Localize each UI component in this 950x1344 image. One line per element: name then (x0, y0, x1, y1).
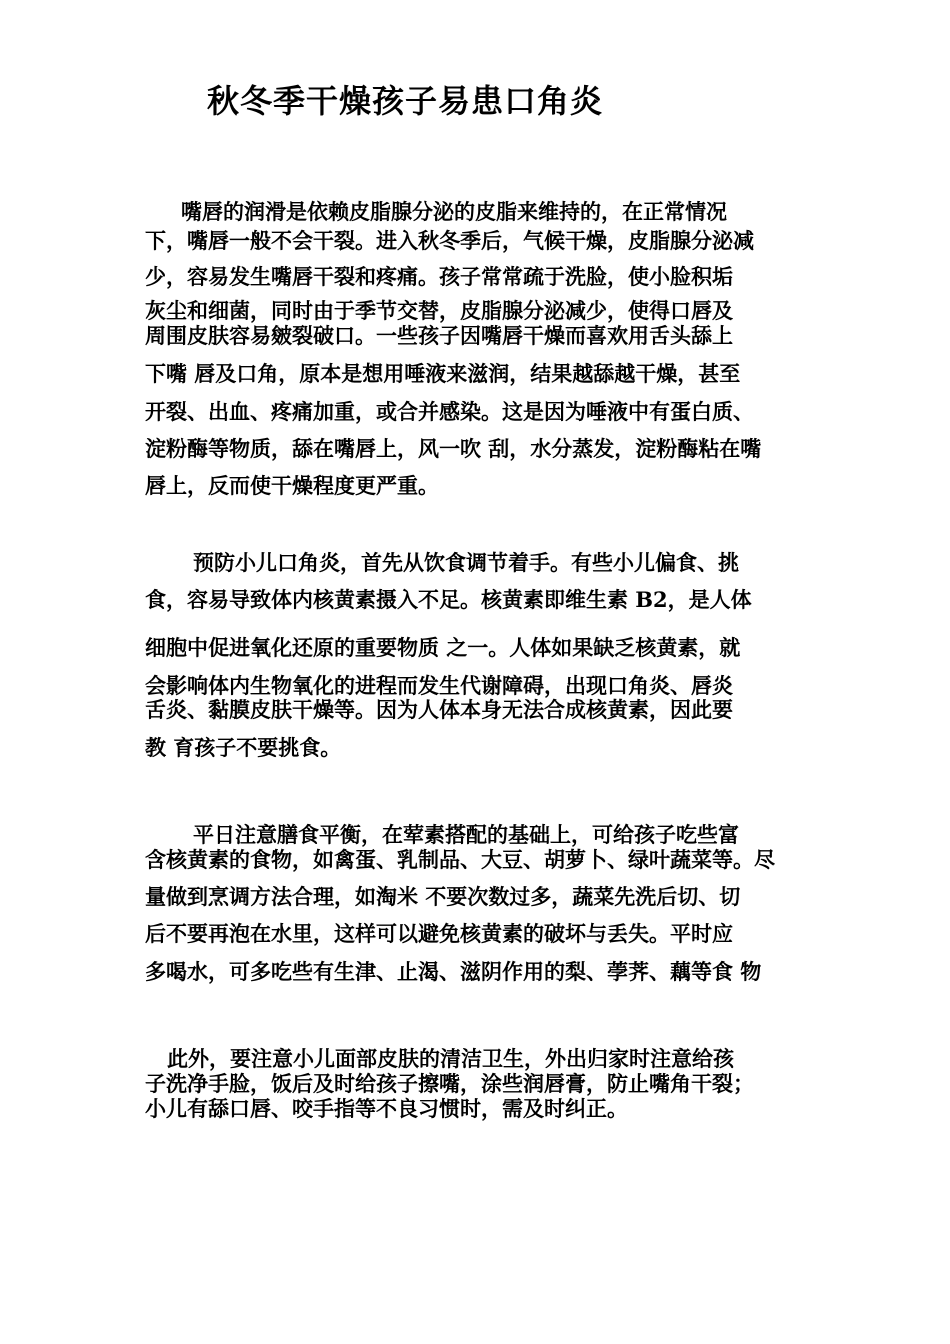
paragraph1-line: 下，嘴唇一般不会干裂。进入秋冬季后，气候干燥，皮脂腺分泌减 (145, 229, 754, 253)
paragraph2-line: 预防小儿口角炎，首先从饮食调节着手。有些小儿偏食、挑 (193, 551, 739, 575)
paragraph1-line: 灰尘和细菌，同时由于季节交替，皮脂腺分泌减少，使得口唇及 (145, 299, 733, 323)
paragraph2-line: 食，容易导致体内核黄素摄入不足。核黄素即维生素 B2，是人体 (145, 588, 752, 612)
paragraph2-line: 会影响体内生物氧化的进程而发生代谢障碍，出现口角炎、唇炎 (145, 674, 733, 698)
paragraph1-line: 开裂、出血、疼痛加重，或合并感染。这是因为唾液中有蛋白质、 (145, 400, 754, 424)
paragraph3-line: 后不要再泡在水里，这样可以避免核黄素的破坏与丢失。平时应 (145, 922, 733, 946)
paragraph4-line: 此外，要注意小儿面部皮肤的清洁卫生，外出归家时注意给孩 (167, 1047, 734, 1071)
paragraph1-line: 周围皮肤容易皴裂破口。一些孩子因嘴唇干燥而喜欢用舌头舔上 (145, 324, 733, 348)
paragraph1-line: 下嘴 唇及口角，原本是想用唾液来滋润，结果越舔越干燥，甚至 (145, 362, 741, 386)
paragraph1-line: 嘴唇的润滑是依赖皮脂腺分泌的皮脂来维持的，在正常情况 (181, 200, 727, 224)
paragraph1-line: 唇上，反而使干燥程度更严重。 (145, 474, 439, 498)
paragraph2-line: 教 育孩子不要挑食。 (145, 736, 342, 760)
paragraph1-line: 淀粉酶等物质，舔在嘴唇上，风一吹 刮，水分蒸发，淀粉酶粘在嘴 (145, 437, 762, 461)
paragraph3-line: 量做到烹调方法合理，如淘米 不要次数过多，蔬菜先洗后切、切 (145, 885, 741, 909)
paragraph4-line: 小儿有舔口唇、咬手指等不良习惯时，需及时纠正。 (145, 1097, 628, 1121)
paragraph4-line: 子洗净手脸，饭后及时给孩子擦嘴，涂些润唇膏，防止嘴角干裂； (145, 1072, 754, 1096)
paragraph1-line: 少，容易发生嘴唇干裂和疼痛。孩子常常疏于洗脸，使小脸积垢 (145, 265, 733, 289)
document-title: 秋冬季干燥孩子易患口角炎 (207, 82, 604, 120)
paragraph3-line: 含核黄素的食物，如禽蛋、乳制品、大豆、胡萝卜、绿叶蔬菜等。尽 (145, 848, 775, 872)
paragraph3-line: 平日注意膳食平衡，在荤素搭配的基础上，可给孩子吃些富 (193, 823, 739, 847)
paragraph2-line: 舌炎、黏膜皮肤干燥等。因为人体本身无法合成核黄素，因此要 (145, 698, 733, 722)
paragraph2-line: 细胞中促进氧化还原的重要物质 之一。人体如果缺乏核黄素，就 (145, 636, 741, 660)
paragraph3-line: 多喝水，可多吃些有生津、止渴、滋阴作用的梨、荸荠、藕等食 物 (145, 960, 762, 984)
